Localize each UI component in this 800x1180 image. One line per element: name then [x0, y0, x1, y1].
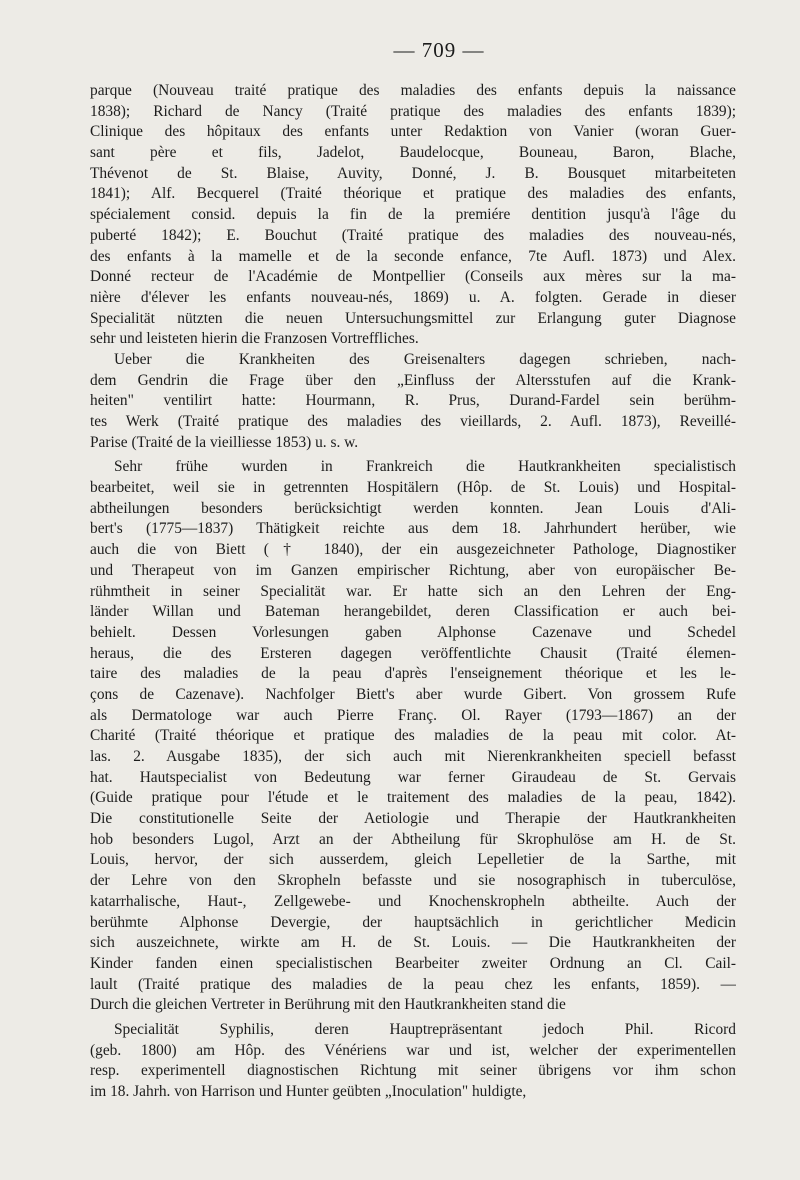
text-line: der Lehre von den Skropheln befasste und sie nosographisch in tuberculöse, — [90, 872, 736, 890]
text-line: Kinder fanden einen specialistischen Bearbeiter zweiter Ordnung an Cl. Cail- — [90, 954, 736, 972]
paragraph — [90, 457, 736, 1016]
text-line: (geb. 1800) am Hôp. des Vénériens war und ist, welcher der experimentellen — [90, 1041, 736, 1059]
text-line: rühmtheit in seiner Specialität war. Er hatte sich an den Lehren der Eng- — [90, 582, 736, 600]
text-line: puberté 1842); E. Bouchut (Traité pratique des maladies des nouveau-nés, — [90, 226, 736, 244]
text-line: çons de Cazenave). Nachfolger Biett's aber wurde Gibert. Von grossem Rufe — [90, 685, 736, 703]
paragraph — [90, 1020, 736, 1103]
text-line: 1841); Alf. Becquerel (Traité théorique et pratique des maladies des enfants, — [90, 185, 736, 203]
page-number: — 709 — — [393, 38, 485, 62]
text-line: bert's (1775—1837) Thätigkeit reichte aus dem 18. Jahrhundert herüber, wie — [90, 520, 736, 538]
text-line: auch die von Biett († 1840), der ein ausgezeichneter Pathologe, Diagnostiker — [90, 541, 736, 559]
text-line: hob besonders Lugol, Arzt an der Abtheilung für Skrophulöse am H. de St. — [90, 830, 736, 848]
text-line: Sehr frühe wurden in Frankreich die Hautkrankheiten specialistisch — [114, 458, 736, 476]
text-line: spécialement consid. depuis la fin de la premiére dentition jusqu'à l'âge du — [90, 206, 736, 224]
body-text — [90, 81, 736, 1103]
text-line: 1838); Richard de Nancy (Traité pratique des maladies des enfants 1839); — [90, 102, 736, 120]
text-line: Specialität nützten die neuen Untersuchungsmittel zur Erlangung guter Diagnose — [90, 309, 736, 327]
text-line: Ueber die Krankheiten des Greisenalters dagegen schrieben, nach- — [114, 350, 736, 368]
text-line: länder Willan und Bateman herangebildet, deren Classification er auch bei- — [90, 603, 736, 621]
text-line: behielt. Dessen Vorlesungen gaben Alphonse Cazenave und Schedel — [90, 623, 736, 641]
text-line: heraus, die des Ersteren dagegen veröffentlichte Chausit (Traité élemen- — [90, 644, 736, 662]
text-line: des enfants à la mamelle et de la seconde enfance, 7te Aufl. 1873) und Alex. — [90, 247, 736, 265]
text-line: als Dermatologe war auch Pierre Franç. Ol. Rayer (1793—1867) an der — [90, 706, 736, 724]
text-line: Parise (Traité de la vieilliesse 1853) u. s. w. — [90, 433, 359, 451]
text-line: sant père et fils, Jadelot, Baudelocque, Bouneau, Baron, Blache, — [90, 144, 736, 162]
text-line: nière d'élever les enfants nouveau-nés, 1869) u. A. folgten. Gerade in dieser — [90, 288, 736, 306]
text-line: sich auszeichnete, wirkte am H. de St. Louis. — Die Hautkrankheiten der — [90, 934, 736, 952]
text-line: abtheilungen besonders berücksichtigt werden konnten. Jean Louis d'Ali- — [90, 499, 736, 517]
text-line: Die constitutionelle Seite der Aetiologie und Therapie der Hautkrankheiten — [90, 810, 736, 828]
text-line: Thévenot de St. Blaise, Auvity, Donné, J. B. Bousquet mitarbeiteten — [90, 164, 736, 182]
text-line: hat. Hautspecialist von Bedeutung war ferner Giraudeau de St. Gervais — [90, 768, 736, 786]
text-line: katarrhalische, Haut-, Zellgewebe- und Knochenskropheln abtheilte. Auch der — [90, 892, 736, 910]
text-line: resp. experimentell diagnostischen Richtung mit seiner übrigens vor ihm schon — [90, 1062, 736, 1080]
text-line: berühmte Alphonse Devergie, der hauptsächlich in gerichtlicher Medicin — [90, 913, 736, 931]
text-line: Charité (Traité théorique et pratique des maladies de la peau mit color. At- — [90, 727, 736, 745]
text-line: heiten" ventilirt hatte: Hourmann, R. Prus, Durand-Fardel sein berühm- — [90, 392, 736, 410]
text-line: Durch die gleichen Vertreter in Berührung mit den Hautkrankheiten stand die — [90, 996, 566, 1014]
text-line: tes Werk (Traité pratique des maladies des vieillards, 2. Aufl. 1873), Reveillé- — [90, 413, 736, 430]
text-line: Specialität Syphilis, deren Hauptrepräsentant jedoch Phil. Ricord — [114, 1020, 736, 1038]
text-line: dem Gendrin die Frage über den „Einfluss der Altersstufen auf die Krank- — [90, 371, 736, 389]
text-line: Louis, hervor, der sich ausserdem, gleich Lepelletier de la Sarthe, mit — [90, 851, 736, 869]
text-line: und Therapeut von im Ganzen empirischer Richtung, aber von europäischer Be- — [90, 561, 736, 579]
text-line: im 18. Jahrh. von Harrison und Hunter geübten „Inoculation" huldigte, — [90, 1083, 527, 1100]
paragraph — [90, 350, 736, 453]
text-line: sehr und leisteten hierin die Franzosen Vortreffliches. — [90, 330, 419, 348]
text-line: Clinique des hôpitaux des enfants unter Redaktion von Vanier (woran Guer- — [90, 123, 736, 141]
text-line: parque (Nouveau traité pratique des maladies des enfants depuis la naissance — [90, 82, 736, 99]
paragraph — [90, 81, 736, 350]
text-line: Donné recteur de l'Académie de Montpellier (Conseils aux mères sur la ma- — [90, 268, 736, 286]
text-line: (Guide pratique pour l'étude et le traitement des maladies de la peau, 1842). — [90, 789, 736, 807]
text-line: lault (Traité pratique des maladies de la peau chez les enfants, 1859). — — [90, 975, 736, 993]
text-line: taire des maladies de la peau d'après l'enseignement théorique et les le- — [90, 665, 736, 683]
text-line: las. 2. Ausgabe 1835), der sich auch mit Nierenkrankheiten speciell befasst — [90, 748, 736, 765]
text-line: bearbeitet, weil sie in getrennten Hospitälern (Hôp. de St. Louis) und Hospital- — [90, 479, 736, 497]
